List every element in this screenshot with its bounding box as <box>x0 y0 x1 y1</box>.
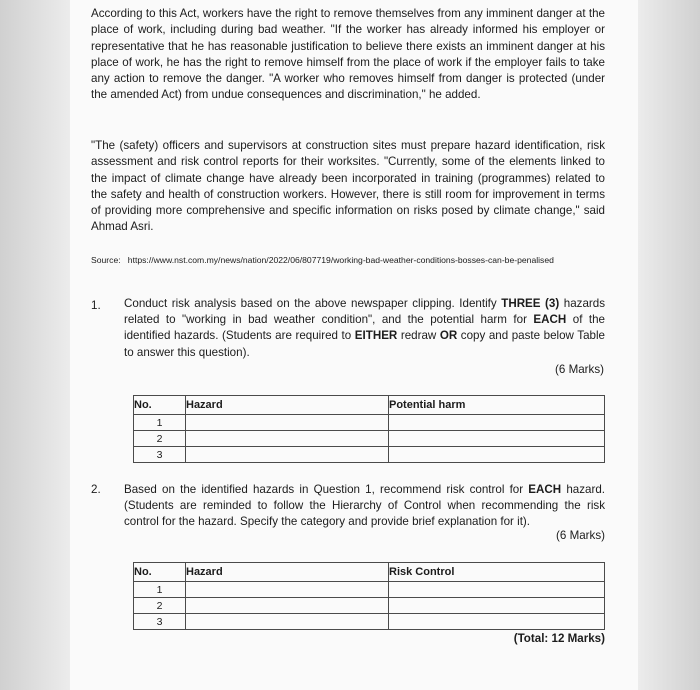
potential-harm-cell[interactable] <box>389 415 605 431</box>
article-paragraph-1: According to this Act, workers have the right to remove themselves from any imminent danger at the place of work, including during bad weather. "If the worker has already informed his employer or representative that he has reasonable justification to believe there exists an imminent danger at his place of work, he has the right to remove himself from the place of work if the employer fails to take any action to remove the danger. "A worker who removes himself from danger is protected (under the amended Act) from undue consequences and discrimination," he added. <box>91 7 605 102</box>
question-1-text <box>124 296 605 361</box>
hazard-cell[interactable] <box>186 447 389 463</box>
potential-harm-cell[interactable] <box>389 431 605 447</box>
header-no: No. <box>134 563 186 582</box>
table-row <box>134 598 605 614</box>
total-marks: (Total: 12 Marks) <box>513 632 605 645</box>
q1-text-emphasis: THREE (3) <box>501 297 560 310</box>
header-risk-control: Risk Control <box>389 563 605 582</box>
source-citation <box>91 253 606 267</box>
q1-text-part: hazards related to "working in bad weather condition", and the potential harm for <box>124 297 606 327</box>
row-number: 1 <box>134 582 186 598</box>
hazard-cell[interactable] <box>186 415 389 431</box>
source-url[interactable]: https://www.nst.com.my/news/nation/2022/06/807719/working-bad-weather-conditions-bosses-can-be-penalised <box>127 255 554 265</box>
source-label: Source: <box>91 255 121 265</box>
table-row <box>134 582 605 598</box>
hazard-risk-control-table <box>133 562 605 630</box>
table-row <box>134 447 605 463</box>
question-1-marks: (6 Marks) <box>555 363 604 376</box>
q1-text-part: redraw <box>397 329 440 343</box>
photo-left-edge <box>0 0 70 690</box>
question-1-number: 1. <box>91 299 101 312</box>
document-page <box>70 0 638 690</box>
hazard-cell[interactable] <box>186 598 389 614</box>
hazard-harm-table <box>133 395 605 463</box>
table-header-row <box>134 563 605 582</box>
header-hazard: Hazard <box>186 563 389 582</box>
hazard-cell[interactable] <box>186 614 389 630</box>
q1-text-emphasis: EITHER <box>354 329 398 343</box>
row-number: 3 <box>134 447 186 463</box>
table-row <box>134 614 605 630</box>
table-row <box>134 431 605 447</box>
q2-text-part: hazard. (Students are reminded to follow the Hierarchy of Control when recommending the risk control for the hazard. Specify the category and provide brief explanation for it). <box>124 483 605 529</box>
hazard-cell[interactable] <box>186 431 389 447</box>
risk-control-cell[interactable] <box>389 614 605 630</box>
table-row <box>134 415 605 431</box>
header-no: No. <box>134 396 186 415</box>
header-potential-harm: Potential harm <box>389 396 605 415</box>
q1-text-emphasis: OR <box>439 329 458 343</box>
table-header-row <box>134 396 605 415</box>
photo-right-edge <box>638 0 700 690</box>
q1-text-part: Conduct risk analysis based on the above newspaper clipping. Identify <box>124 297 502 310</box>
potential-harm-cell[interactable] <box>389 447 605 463</box>
question-2-marks: (6 Marks) <box>556 529 605 542</box>
header-hazard: Hazard <box>186 396 389 415</box>
hazard-cell[interactable] <box>186 582 389 598</box>
risk-control-cell[interactable] <box>389 582 605 598</box>
row-number: 1 <box>134 415 186 431</box>
row-number: 3 <box>134 614 186 630</box>
q1-text-part: of the identified hazards. (Students are required to <box>124 313 606 343</box>
row-number: 2 <box>134 598 186 614</box>
risk-control-cell[interactable] <box>389 598 605 614</box>
article-paragraph-2: "The (safety) officers and supervisors at construction sites must prepare hazard identification, risk assessment and risk control reports for their worksites. "Currently, some of the elements linked to the impact of climate change have already been incorporated in training (programmes) related to the safety and health of construction workers. However, there is still room for improvement in terms of providing more comprehensive and specific information on risks posed by climate change," said Ahmad Asri. <box>91 139 605 234</box>
question-2-number: 2. <box>91 483 101 496</box>
q1-text-part: copy and paste below Table to answer this question). <box>124 329 605 359</box>
question-2-text <box>124 482 605 531</box>
q2-text-part: Based on the identified hazards in Question 1, recommend risk control for <box>124 483 529 496</box>
q1-text-emphasis: EACH <box>533 313 567 327</box>
row-number: 2 <box>134 431 186 447</box>
q2-text-emphasis: EACH <box>528 483 562 496</box>
